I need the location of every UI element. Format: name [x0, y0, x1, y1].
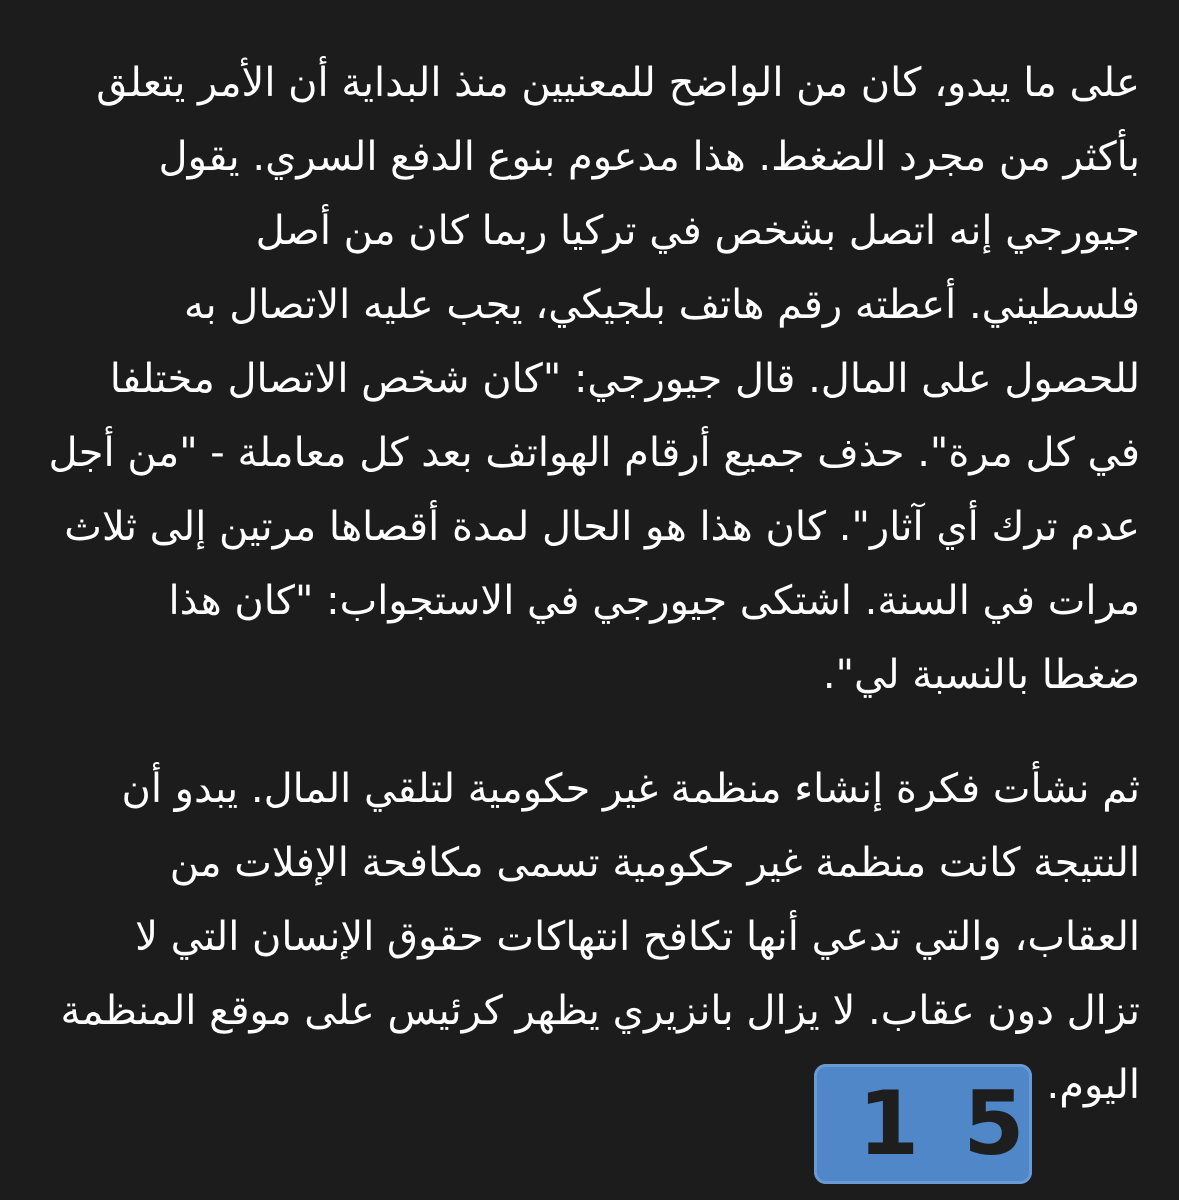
page-number-badge [814, 1064, 1069, 1184]
text-line: جيورجي إنه اتصل بشخص في تركيا ربما كان من أصل [255, 208, 1140, 254]
text-line: فلسطيني. أعطته رقم هاتف بلجيكي، يجب عليه الاتصال به [184, 282, 1140, 328]
text-line: بأكثر من مجرد الضغط. هذا مدعوم بنوع الدفع السري. يقول [158, 134, 1140, 180]
text-line: على ما يبدو، كان من الواضح للمعنيين منذ البداية أن الأمر يتعلق [96, 60, 1140, 106]
text-line: النتيجة كانت منظمة غير حكومية تسمى مكافحة الإفلات من [169, 840, 1140, 886]
text-line: العقاب، والتي تدعي أنها تكافح انتهاكات حقوق الإنسان التي لا [135, 914, 1140, 960]
text-line: مرات في السنة. اشتكى جيورجي في الاستجواب: "كان هذا [168, 578, 1140, 624]
text-line: اليوم. [1046, 1062, 1140, 1108]
paragraph-1 [40, 46, 1140, 712]
page-number: 15 [858, 1072, 1069, 1175]
text-line: ضغطا بالنسبة لي". [822, 652, 1140, 698]
text-line: للحصول على المال. قال جيورجي: "كان شخص الاتصال مختلفا [109, 356, 1140, 402]
text-line: في كل مرة". حذف جميع أرقام الهواتف بعد كل معاملة - "من أجل [48, 430, 1140, 476]
text-line: تزال دون عقاب. لا يزال بانزيري يظهر كرئيس على موقع المنظمة [60, 988, 1140, 1034]
text-line: عدم ترك أي آثار". كان هذا هو الحال لمدة أقصاها مرتين إلى ثلاث [64, 504, 1140, 550]
text-line: ثم نشأت فكرة إنشاء منظمة غير حكومية لتلقي المال. يبدو أن [121, 766, 1140, 812]
